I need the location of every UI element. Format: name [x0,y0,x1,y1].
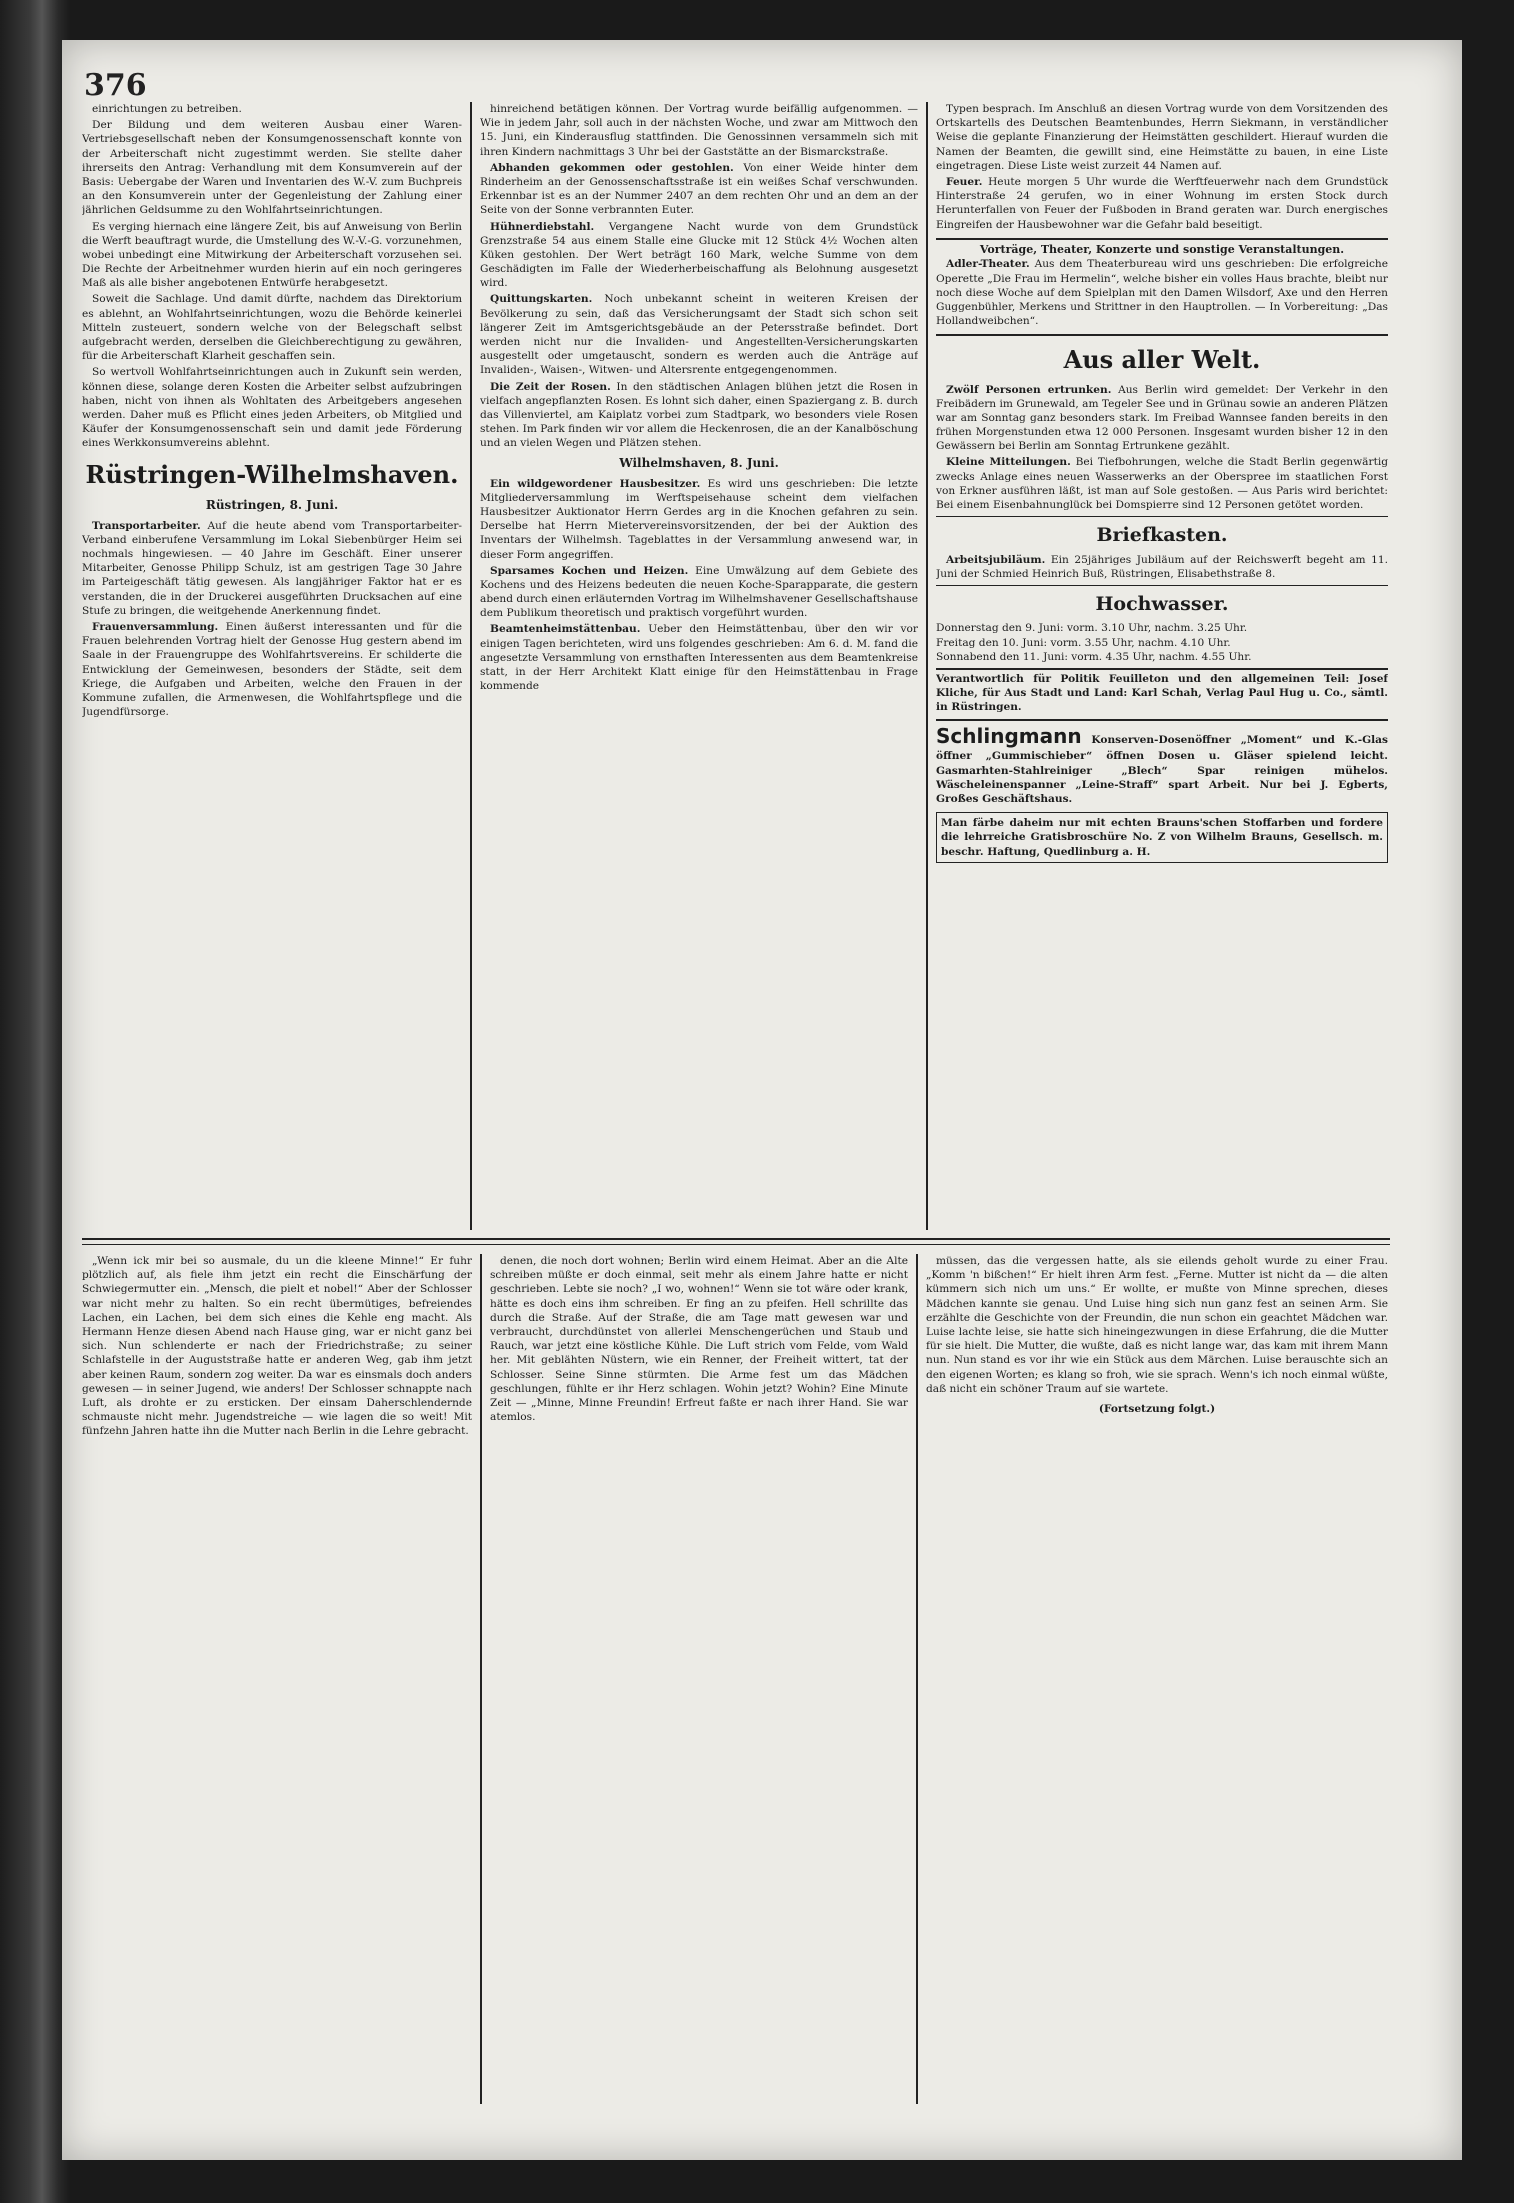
paragraph [936,257,1388,328]
keyword: Feuer. [946,175,983,188]
keyword: Quittungskarten. [490,293,593,306]
column-rule [470,102,472,1230]
paragraph: „Wenn ick mir bei so ausmale, du un die kleene Minne!“ Er fuhr plötzlich auf, als fiele ihm jetzt ein recht die Einschärfung der Schwiegermutter ein. „Mensch, die pielt et nobel!“ Aber der Schlosser war nicht mehr zu halten. So ein recht übermütiges, befreiendes Lachen, ein Lachen, bei dem sich eines die Kehle eng macht. Als Hermann Henze diesen Abend nach Hause ging, war er nicht ganz bei sich. Nun schlenderte er nach der Friedrichstraße; zu seiner Schlafstelle in der Auguststraße hatte er anderen Weg, gab ihm jetzt aber keinen Raum, sondern zog weiter. Da war es einsmals doch anders gewesen — in seiner Jugend, wie anders! Der Schlosser schnappte nach Luft, als drohte er zu ersticken. Der einsam Daherschlendernde schmauste nicht mehr. Jugendstreiche — wie lagen die so weit! Mit fünfzehn Jahren hatte ihn die Mutter nach Berlin in die Lehre gebracht. [82,1255,472,1438]
keyword: Sparsames Kochen und Heizen. [490,564,689,577]
keyword: Kleine Mitteilungen. [946,456,1071,469]
keyword: Adler-Theater. [946,258,1030,271]
paragraph: denen, die noch dort wohnen; Berlin wird einem Heimat. Aber an die Alte schreiben müßte er doch einmal, seit mehr als einem Jahre hatte er nicht geschrieben. Lebte sie noch? „I wo, wohnen!“ Wenn sie tot wäre oder krank, hätte es doch eins ihm schreiben. Er fing an zu pfeifen. Hell schrillte das durch die Straße. Auf der Straße, die am Tage matt gewesen war und verbraucht, durchdünstet von allerlei Menschengerüchen und Staub und Rauch, war jetzt eine köstliche Kühle. Die Luft strich vom Felde, vom Wald her. Mit geblähten Nüstern, wie ein Renner, der Freiheit wittert, tat der Schlosser. Seine Sinne stürmten. Die Arme fest um das Mädchen geschlungen, fühlte er ihr Herz schlagen. Wohin jetzt? Wohin? Eine Minute Zeit — „Minne, Minne Freundin! Erfreut faßte er nach ihrer Hand. Sie war atemlos. [490,1255,908,1424]
keyword: Ein wildgewordener Hausbesitzer. [490,477,701,490]
keyword: Frauenversammlung. [92,621,219,634]
column-rule [926,102,928,1230]
dateline: Wilhelmshaven, 8. Juni. [619,455,779,470]
paragraph-text: Bei Tiefbohrungen, welche die Stadt Berlin gegenwärtig zwecks Anlage eines neuen Wasserwerks an der Oberspree im staatlichen Forst von Erkner ausführen läßt, ist man auf Sole gestoßen. — Aus Paris wird berichtet: Bei einem Eisenbahnunglück bei Domspierre sind 12 Personen getötet worden. [936,456,1388,512]
paragraph-text: Heute morgen 5 Uhr wurde die Werftfeuerwehr nach dem Grundstück Hinterstraße 24 gerufen, wo in einer Wohnung im ersten Stock durch Herunterfallen von Feuer der Fußboden in Brand geraten war. Durch energisches Eingreifen der Hausbewohner war die Gefahr bald beseitigt. [936,175,1388,231]
keyword: Hühnerdiebstahl. [490,220,595,233]
paragraph [936,383,1388,454]
paragraph [480,220,918,291]
newspaper-page [62,40,1462,2160]
section-heading: Rüstringen-Wilhelmshaven. [85,459,459,489]
column-2 [480,102,918,1230]
keyword: Abhanden gekommen oder gestohlen. [490,161,734,174]
paragraph-text: Eine Umwälzung auf dem Gebiete des Kochens und des Heizens bedeuten die neuen Koche-Sparapparate, die gestern abend durch einen erläuternden Vortrag im Wilhelmshavener Gesellschaftshause dem Publikum theoretisch und praktisch vorgeführt wurden. [480,564,918,620]
paragraph [82,519,462,618]
paragraph [936,175,1388,232]
paragraph [480,292,918,377]
keyword: Die Zeit der Rosen. [490,380,611,393]
paragraph: hinreichend betätigen können. Der Vortrag wurde beifällig aufgenommen. — Wie in jedem Jahr, soll auch in der nächsten Woche, und zwar am Mittwoch den 15. Juni, ein Kinderausflug stattfinden. Die Genossinnen versammeln sich mit ihren Kindern nachmittags 3 Uhr bei der Gaststätte an der Bismarckstraße. [480,103,918,158]
section-divider [82,1244,1390,1245]
section-heading: Aus aller Welt. [1063,345,1261,375]
imprint: Verantwortlich für Politik Feuilleton und den allgemeinen Teil: Josef Kliche, für Aus Stadt und Land: Karl Schah, Verlag Paul Hug u. Co., sämtl. in Rüstringen. [936,673,1388,714]
paragraph [480,477,918,562]
paragraph-text: Auf die heute abend vom Transportarbeiter-Verband einberufene Versammlung im Lokal Siebenbürger Heim sei nochmals hingewiesen. — 40 Jahre im Geschäft. Einer unserer Mitarbeiter, Genosse Philipp Schulz, ist am gestrigen Tage 30 Jahre im Parteigeschäft tätig gewesen. Als langjähriger Faktor hat er es verstanden, die in der Druckerei ausgeführten Drucksachen auf eine Stufe zu bringen, die weitgehende Anerkennung findet. [82,519,462,617]
paragraph: Der Bildung und dem weiteren Ausbau einer Waren-Vertriebsgesellschaft neben der Konsumgenossenschaft konnte von der Arbeiterschaft nicht zugestimmt werden. Sie stellte daher ihrerseits den Antrag: Verhandlung mit dem Konsumverein auf der Basis: Uebergabe der Waren und Inventarien des W.-V. zum Buchpreis an den Konsumverein unter der Gegenleistung der Zahlung einer jährlichen Geldsumme zu den Wohlfahrtseinrichtungen. [82,119,462,217]
advertisement-box: Man färbe daheim nur mit echten Brauns'schen Stoffarben und fordere die lehrreiche Gratisbroschüre No. Z von Wilhelm Brauns, Gesellsch. m. beschr. Haftung, Quedlinburg a. H. [936,812,1388,863]
paragraph-text: Von einer Weide hinter dem Rinderheim an der Genossenschaftsstraße ist ein weißes Schaf verschwunden. Erkennbar ist es an der Nummer 2407 an dem rechten Ohr und an dem an der Seite von der Sonne verbrannten Euter. [480,161,918,217]
feuilleton-column-2 [490,1254,908,2104]
dateline: Rüstringen, 8. Juni. [205,497,339,512]
paragraph: einrichtungen zu betreiben. [92,103,242,115]
section-heading: Vorträge, Theater, Konzerte und sonstige Veranstaltungen. [979,242,1345,256]
tide-row: Sonnabend den 11. Juni: vorm. 4.35 Uhr, nachm. 4.55 Uhr. [936,650,1252,663]
paragraph-text: Noch unbekannt scheint in weiteren Kreisen der Bevölkerung zu sein, daß das Versicherungsamt der Stadt sich schon seit längerer Zeit im Amtsgerichtsgebäude an der Petersstraße befindet. Dort werden nicht nur die Invaliden- und Angestellten-Versicherungskarten ausgestellt oder umgetauscht, sondern es werden auch die Anträge auf Invaliden-, Waisen-, Witwen- und Altersrente entgegengenommen. [480,293,918,377]
continuation-note: (Fortsetzung folgt.) [1098,1402,1216,1415]
paragraph: Soweit die Sachlage. Und damit dürfte, nachdem das Direktorium es ablehnt, an Wohlfahrtseinrichtungen, wozu die Behörde keinerlei Mitteln zusteuert, sondern welche von der Belegschaft selbst aufgebracht werden, derselben die Gleichberechtigung zu gewähren, für die Arbeiterschaft Klarheit geschaffen sein. [82,293,462,363]
paragraph: Typen besprach. Im Anschluß an diesen Vortrag wurde von dem Vorsitzenden des Ortskartells des Deutschen Beamtenbundes, Herrn Siekmann, in verständlicher Weise die geplante Finanzierung der Heimstätten geschildert. Hierauf wurden die Namen der Beamten, die gewillt sind, eine Heimstätte zu bauen, in eine Liste eingetragen. Diese Liste weist zurzeit 44 Namen auf. [936,103,1388,172]
paragraph: So wertvoll Wohlfahrtseinrichtungen auch in Zukunft sein werden, können diese, solange deren Kosten die Arbeiter selbst aufzubringen haben, nicht von ihnen als Wohltaten des Arbeitgebers angesehen werden. Daher muß es Pflicht eines jeden Arbeiters, ob Mitglied und Käufer der Konsumgenossenschaft sein und damit jede Förderung eines Werkkonsumvereins ablehnt. [82,366,462,450]
paragraph-text: Aus Berlin wird gemeldet: Der Verkehr in den Freibädern im Grunewald, am Tegeler See und in Grünau sowie an anderen Plätzen war am Sonntag ganz besonders stark. Im Freibad Wannsee fanden bereits in den frühen Morgenstunden etwa 12 000 Personen. Insgesamt wurden bisher 12 in den Gewässern bei Berlin am Sonntag Ertrunkene gezählt. [936,383,1388,453]
tide-row: Donnerstag den 9. Juni: vorm. 3.10 Uhr, nachm. 3.25 Uhr. [936,622,1248,635]
advertisement [936,723,1388,807]
paragraph [480,380,918,451]
paragraph [82,620,462,719]
paragraph: müssen, das die vergessen hatte, als sie eilends geholt wurde zu einer Frau. „Komm 'n bißchen!“ Er hielt ihren Arm fest. „Ferne. Mutter ist nicht da — die alten kümmern sich nich um uns.“ Er wollte, er mußte von Minne sprechen, dieses Mädchen kannte sie genau. Und Luise hing sich nun ganz fest an seinen Arm. Sie erzählte die Geschichte von der Freundin, die nun schon ein geachtet Mädchen war. Luise lachte leise, sie hatte sich hineingezwungen in diese Erfahrung, die die Mutter für sie hielt. Die Mutter, die wußte, daß es nicht lange war, das kam mit ihrem Mann nun. Nun stand es vor ihr wie ein Stück aus dem Märchen. Luise berauschte sich an den eigenen Worten; es klang so froh, wie sie sprach. Wenn's ich noch einmal wüßte, daß nicht ein schöner Traum auf sie wartete. [926,1255,1388,1395]
column-rule [480,1254,482,2104]
column-rule [916,1254,918,2104]
paragraph: Es verging hiernach eine längere Zeit, bis auf Anweisung von Berlin die Werft beauftragt wurde, die Umstellung des W.-V.-G. vorzunehmen, wobei unbedingt eine Mitwirkung der Arbeiterschaft vorzusehen sei. Die Rechte der Arbeitnehmer wurden hierin auf ein noch geringeres Maß als alle bisher angebotenen Entwürfe herabgesetzt. [82,220,462,290]
page-number: 376 [84,68,147,103]
paragraph [936,455,1388,512]
column-1 [82,102,462,1230]
section-heading: Hochwasser. [1095,593,1229,616]
keyword: Arbeitsjubiläum. [946,553,1046,566]
feuilleton-column-3 [926,1254,1388,2104]
ad-text: Konserven-Dosenöffner „Moment“ und K.-Glas öffner „Gummischieber“ öffnen Dosen u. Gläser spielend leicht. Gasmarhten-Stahlreiniger „Blech“ Spar reinigen mühelos. Wäscheleinenspanner „Leine-Straff“ spart Arbeit. Nur bei J. Egberts, Großes Geschäftshaus. [936,733,1388,805]
keyword: Beamtenheimstättenbau. [490,623,641,636]
section-heading: Briefkasten. [1096,524,1228,547]
keyword: Transportarbeiter. [92,519,201,532]
feuilleton-column-1 [82,1254,472,2104]
paragraph-text: Ueber den Heimstättenbau, über den wir vor einigen Tagen berichteten, wird uns folgendes geschrieben: Am 6. d. M. fand die angesetzte Versammlung von ernsthaften Interessenten aus dem Beamtenkreise statt, in der Herr Architekt Klatt einige für den Heimstättenbau in Frage kommende [480,623,918,693]
keyword: Zwölf Personen ertrunken. [946,383,1112,396]
tide-row: Freitag den 10. Juni: vorm. 3.55 Uhr, nachm. 4.10 Uhr. [936,636,1231,649]
section-divider [82,1238,1390,1240]
paragraph [480,161,918,218]
paragraph-text: Einen äußerst interessanten und für die Frauen belehrenden Vortrag hielt der Genosse Hug gestern abend im Saale in der Frauengruppe des Wohlfahrtsvereins. Er schilderte die Entwicklung der Gemeinwesen, besonders der Städte, seit dem Kriege, die Aufgaben und Arbeiten, welche den Frauen in der Kommune zufallen, die Armenwesen, die Wohlfahrtspflege und die Jugendfürsorge. [82,621,462,719]
paragraph-text: Ein 25jähriges Jubiläum auf der Reichswerft begeht am 11. Juni der Schmied Heinrich Buß, Rüstringen, Elisabethstraße 8. [936,553,1388,580]
paragraph [480,622,918,693]
paragraph-text: In den städtischen Anlagen blühen jetzt die Rosen in vielfach angepflanzten Rosen. Es lohnt sich daher, einen Spaziergang z. B. durch das Villenviertel, am Kaiplatz vorbei zum Stadtpark, wo besonders viele Rosen stehen. Im Park finden wir vor allem die Heckenrosen, die an der Kanalböschung und an vielen Wegen und Plätzen stehen. [480,380,918,450]
ad-brand: Schlingmann [936,723,1082,748]
paragraph-text: Vergangene Nacht wurde von dem Grundstück Grenzstraße 54 aus einem Stalle eine Glucke mit 12 Stück 4½ Wochen alten Küken gestohlen. Der Wert beträgt 160 Mark, welche Summe von dem Geschädigten im Falle der Wiederherbeischaffung als Belohnung ausgesetzt wird. [480,220,918,290]
paragraph [936,553,1388,581]
paragraph-text: Aus dem Theaterbureau wird uns geschrieben: Die erfolgreiche Operette „Die Frau im Hermelin“, welche bisher ein volles Haus brachte, bleibt nur noch diese Woche auf dem Spielplan mit den Damen Wilsdorf, Axe und den Herren Guggenbühler, Merkens und Strittner in den Hauptrollen. — In Vorbereitung: „Das Hollandweibchen“. [936,258,1388,328]
paragraph [480,564,918,621]
paragraph-text: Es wird uns geschrieben: Die letzte Mitgliederversammlung im Werftspeisehause scheint dem vielfachen Hausbesitzer Auktionator Herrn Gerdes arg in die Knochen gefahren zu sein. Derselbe hat Herrn Mietervereinsvorsitzenden, der bei der Auktion des Inventars der Wilhelmsh. Tageblattes in der Versammlung anwesend war, in dieser Form angegriffen. [480,477,918,561]
column-3 [936,102,1388,1230]
